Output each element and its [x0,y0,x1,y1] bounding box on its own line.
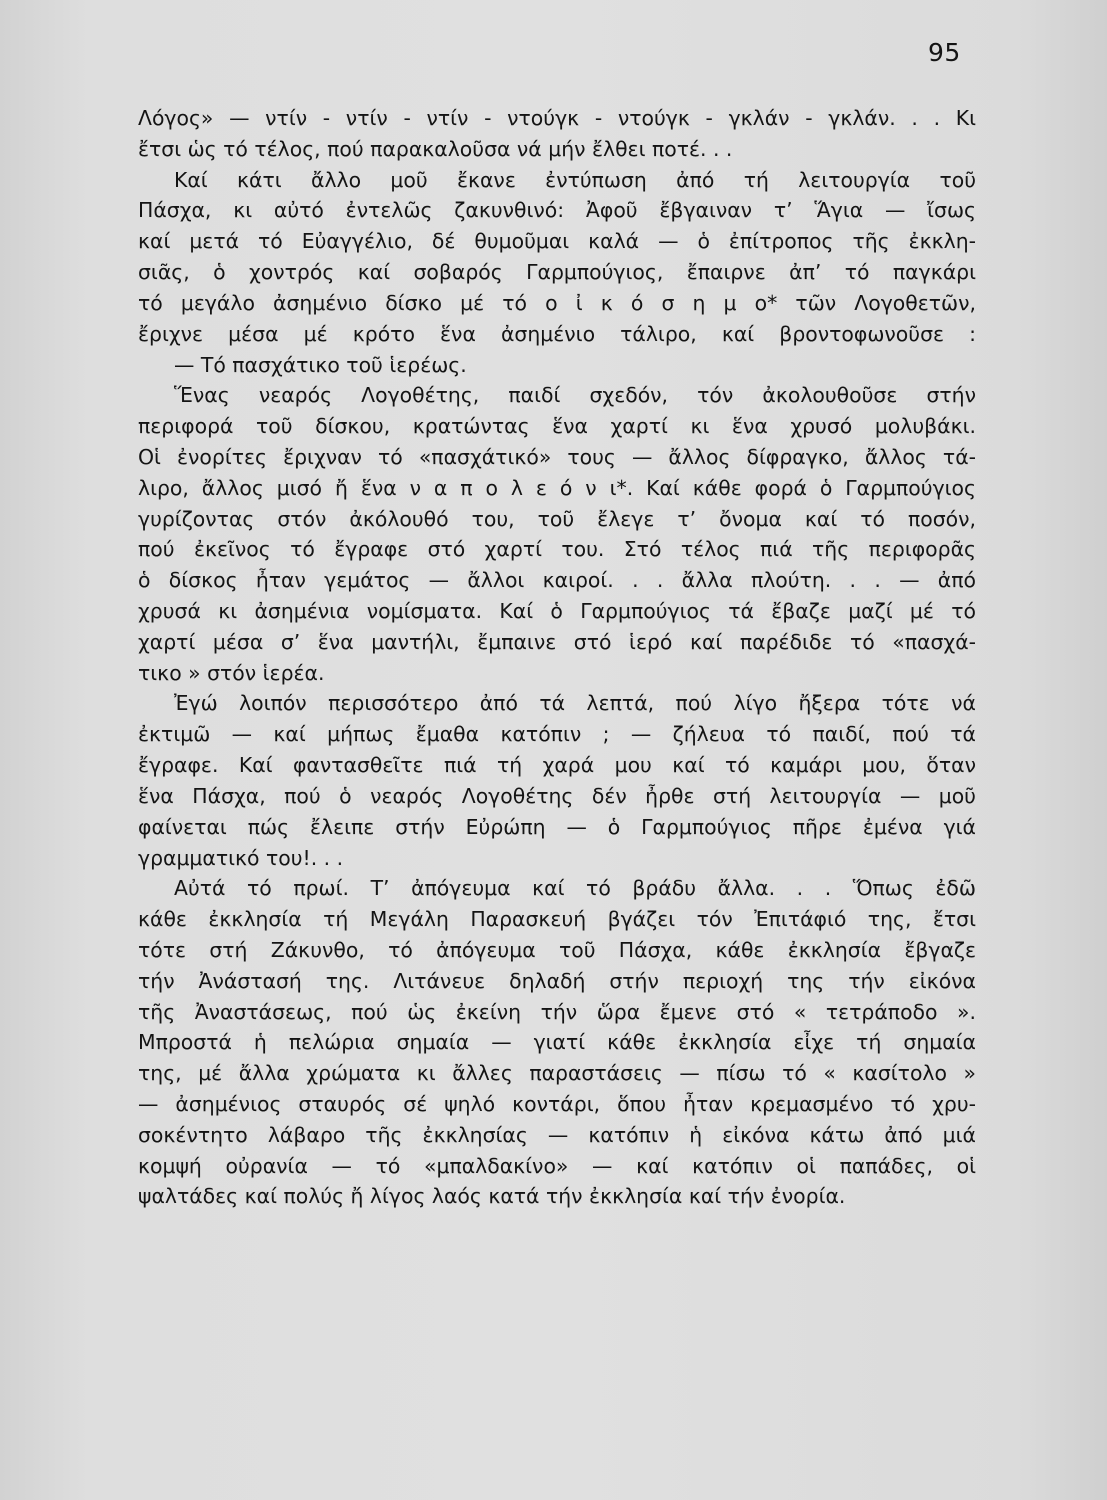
text-line: χρυσά κι ἀσημένια νομίσματα. Καί ὁ Γαρμπούγιος τά ἔβαζε μαζί μέ τό [138,599,976,623]
text-line: ἔριχνε μέσα μέ κρότο ἕνα ἀσημένιο τάλιρο, καί βροντοφωνοῦσε : [138,321,976,346]
text-line: φαίνεται πώς ἔλειπε στήν Εὐρώπη — ὁ Γαρμπούγιος πῆρε ἐμένα γιά [138,814,976,839]
text-line: Λόγος» — ντίν - ντίν - ντίν - ντούγκ - ντούγκ - γκλάν - γκλάν. . . Κι [138,106,976,130]
text-line: γυρίζοντας στόν ἀκόλουθό του, τοῦ ἔλεγε τ’ ὄνομα καί τό ποσόν, [138,506,976,531]
text-line: πού ἐκεῖνος τό ἔγραφε στό χαρτί του. Στό τέλος πιά τῆς περιφορᾶς [138,537,976,562]
text-line: τό μεγάλο ἀσημένιο δίσκο μέ τό ο ἰ κ ό σ η μ ο* τῶν Λογοθετῶν, [138,290,976,315]
text-line: ἕνα Πάσχα, πού ὁ νεαρός Λογοθέτης δέν ἦρθε στή λειτουργία — μοῦ [138,783,976,808]
text-line: ἔτσι ὡς τό τέλος, πού παρακαλοῦσα νά μήν ἔλθει ποτέ. . . [138,136,733,161]
text-line: γραμματικό του!. . . [138,845,344,870]
text-line: ὁ δίσκος ἦταν γεμάτος — ἄλλοι καιροί. . . ἄλλα πλούτη. . . — ἀπό [138,568,976,593]
text-line: Πάσχα, κι αὐτό ἐντελῶς ζακυνθινό: Ἀφοῦ ἔβγαιναν τ’ Ἅγια — ἴσως [138,198,976,223]
text-line: περιφορά τοῦ δίσκου, κρατώντας ἕνα χαρτί κι ἕνα χρυσό μολυβάκι. [138,414,976,439]
text-line: Οἱ ἐνορίτες ἔριχναν τό «πασχάτικό» τους — ἄλλος δίφραγκο, ἄλλος τά- [138,444,976,469]
text-line: ἔγραφε. Καί φαντασθεῖτε πιά τή χαρά μου καί τό καμάρι μου, ὅταν [138,753,976,778]
text-line: ἐκτιμῶ — καί μήπως ἔμαθα κατόπιν ; — ζήλευα τό παιδί, πού τά [138,722,976,747]
text-line: Μπροστά ἡ πελώρια σημαία — γιατί κάθε ἐκκλησία εἶχε τή σημαία [138,1030,976,1055]
text-line: Καί κάτι ἄλλο μοῦ ἔκανε ἐντύπωση ἀπό τή λειτουργία τοῦ [174,167,976,192]
text-line: ψαλτάδες καί πολύς ἤ λίγος λαός κατά τήν ἐκκλησία καί τήν ἐνορία. [138,1184,846,1209]
text-line: κομψή οὐρανία — τό «μπαλδακίνο» — καί κατόπιν οἱ παπάδες, οἱ [138,1153,976,1178]
text-line: — Τό πασχάτικο τοῦ ἱερέως. [174,352,467,377]
text-line: Ἕνας νεαρός Λογοθέτης, παιδί σχεδόν, τόν ἀκολουθοῦσε στήν [174,383,976,408]
text-line: τήν Ἀνάστασή της. Λιτάνευε δηλαδή στήν περιοχή της τήν εἰκόνα [138,968,976,993]
text-line: τῆς Ἀναστάσεως, πού ὡς ἐκείνη τήν ὥρα ἔμενε στό « τετράποδο ». [138,999,976,1024]
text-line: σιᾶς, ὁ χοντρός καί σοβαρός Γαρμπούγιος, ἔπαιρνε ἀπ’ τό παγκάρι [138,260,976,285]
page-number: 95 [928,38,961,67]
text-line: κάθε ἐκκλησία τή Μεγάλη Παρασκευή βγάζει τόν Ἐπιτάφιό της, ἔτσι [138,907,976,932]
text-line: Αὐτά τό πρωί. Τ’ ἀπόγευμα καί τό βράδυ ἄλλα. . . Ὅπως ἐδῶ [174,876,976,901]
text-line: καί μετά τό Εὐαγγέλιο, δέ θυμοῦμαι καλά — ὁ ἐπίτροπος τῆς ἐκκλη- [138,229,976,254]
text-line: — ἀσημένιος σταυρός σέ ψηλό κοντάρι, ὅπου ἦταν κρεμασμένο τό χρυ- [138,1092,976,1116]
text-line: της, μέ ἄλλα χρώματα κι ἄλλες παραστάσεις — πίσω τό « κασίτολο » [138,1061,976,1086]
text-line: τότε στή Ζάκυνθο, τό ἀπόγευμα τοῦ Πάσχα, κάθε ἐκκλησία ἔβγαζε [138,937,976,962]
text-line: τικο » στόν ἱερέα. [138,660,325,685]
text-line: λιρο, ἄλλος μισό ἤ ἕνα ν α π ο λ ε ό ν ι*. Καί κάθε φορά ὁ Γαρμπούγιος [138,475,976,500]
text-line: χαρτί μέσα σ’ ἕνα μαντήλι, ἔμπαινε στό ἱερό καί παρέδιδε τό «πασχά- [138,629,976,654]
body-text [138,103,976,1212]
text-line: σοκέντητο λάβαρο τῆς ἐκκλησίας — κατόπιν ἡ εἰκόνα κάτω ἀπό μιά [138,1122,976,1147]
text-line: Ἐγώ λοιπόν περισσότερο ἀπό τά λεπτά, πού λίγο ἤξερα τότε νά [174,691,976,716]
